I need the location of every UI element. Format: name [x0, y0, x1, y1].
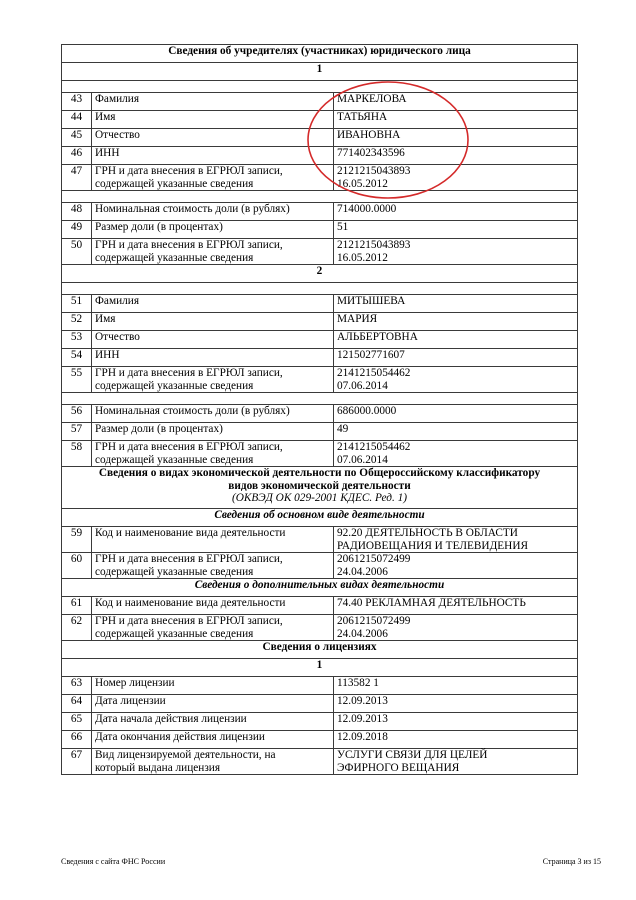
- founder-1-patronymic: ИВАНОВНА: [334, 129, 578, 147]
- table-row: 47 ГРН и дата внесения в ЕГРЮЛ записи, содержащей указанные сведения 2121215043893 16.05.2012: [62, 165, 578, 191]
- okved-extra-title: Сведения о дополнительных видах деятельности: [62, 579, 578, 597]
- founder-2-inn: 121502771607: [334, 349, 578, 367]
- table-row: 58 ГРН и дата внесения в ЕГРЮЛ записи, содержащей указанные сведения 2141215054462 07.06.2014: [62, 441, 578, 467]
- table-row: 56 Номинальная стоимость доли (в рублях) 686000.0000: [62, 405, 578, 423]
- table-row: 53 Отчество АЛЬБЕРТОВНА: [62, 331, 578, 349]
- okved-section-title: Сведения о видах экономической деятельности по Общероссийскому классификатору видов экономической деятельности (ОКВЭД ОК 029-2001 КДЕС. Ред. 1): [62, 467, 578, 509]
- license-1-index: 1: [62, 659, 578, 677]
- table-row: 50 ГРН и дата внесения в ЕГРЮЛ записи, содержащей указанные сведения 2121215043893 16.05.2012: [62, 239, 578, 265]
- table-row: 51 Фамилия МИТЫШЕВА: [62, 295, 578, 313]
- table-row: 43 Фамилия МАРКЕЛОВА: [62, 93, 578, 111]
- table-row: 44 Имя ТАТЬЯНА: [62, 111, 578, 129]
- table-row: 46 ИНН 771402343596: [62, 147, 578, 165]
- table-row: 45 Отчество ИВАНОВНА: [62, 129, 578, 147]
- table-row: 65 Дата начала действия лицензии 12.09.2013: [62, 713, 578, 731]
- table-row: 57 Размер доли (в процентах) 49: [62, 423, 578, 441]
- table-row: 63 Номер лицензии 113582 1: [62, 677, 578, 695]
- table-row: 52 Имя МАРИЯ: [62, 313, 578, 331]
- founder-2-index: 2: [62, 265, 578, 283]
- founder-1-inn: 771402343596: [334, 147, 578, 165]
- table-row: 66 Дата окончания действия лицензии 12.09.2018: [62, 731, 578, 749]
- footer-source: Сведения с сайта ФНС России: [61, 857, 166, 866]
- okved-main-title: Сведения об основном виде деятельности: [62, 509, 578, 527]
- table-row: 64 Дата лицензии 12.09.2013: [62, 695, 578, 713]
- egrul-extract-table: [61, 44, 578, 775]
- table-row: 49 Размер доли (в процентах) 51: [62, 221, 578, 239]
- table-row: 60 ГРН и дата внесения в ЕГРЮЛ записи, содержащей указанные сведения 2061215072499 24.04.2006: [62, 553, 578, 579]
- table-row: 62 ГРН и дата внесения в ЕГРЮЛ записи, содержащей указанные сведения 2061215072499 24.04.2006: [62, 615, 578, 641]
- table-row: 48 Номинальная стоимость доли (в рублях) 714000.0000: [62, 203, 578, 221]
- founder-2-name: МАРИЯ: [334, 313, 578, 331]
- table-row: 54 ИНН 121502771607: [62, 349, 578, 367]
- table-row: 59 Код и наименование вида деятельности 92.20 ДЕЯТЕЛЬНОСТЬ В ОБЛАСТИ РАДИОВЕЩАНИЯ И ТЕЛЕВИДЕНИЯ: [62, 527, 578, 553]
- founders-section-title: Сведения об учредителях (участниках) юридического лица: [62, 45, 578, 63]
- founder-1-name: ТАТЬЯНА: [334, 111, 578, 129]
- founder-2-surname: МИТЫШЕВА: [334, 295, 578, 313]
- founder-2-patronymic: АЛЬБЕРТОВНА: [334, 331, 578, 349]
- founder-1-index: 1: [62, 63, 578, 81]
- table-row: 55 ГРН и дата внесения в ЕГРЮЛ записи, содержащей указанные сведения 2141215054462 07.06.2014: [62, 367, 578, 393]
- founder-1-surname: МАРКЕЛОВА: [334, 93, 578, 111]
- licenses-section-title: Сведения о лицензиях: [62, 641, 578, 659]
- table-row: 61 Код и наименование вида деятельности 74.40 РЕКЛАМНАЯ ДЕЯТЕЛЬНОСТЬ: [62, 597, 578, 615]
- table-row: 67 Вид лицензируемой деятельности, на который выдана лицензия УСЛУГИ СВЯЗИ ДЛЯ ЦЕЛЕЙ ЭФИРНОГО ВЕЩАНИЯ: [62, 749, 578, 775]
- footer-page-number: Страница 3 из 15: [542, 857, 601, 866]
